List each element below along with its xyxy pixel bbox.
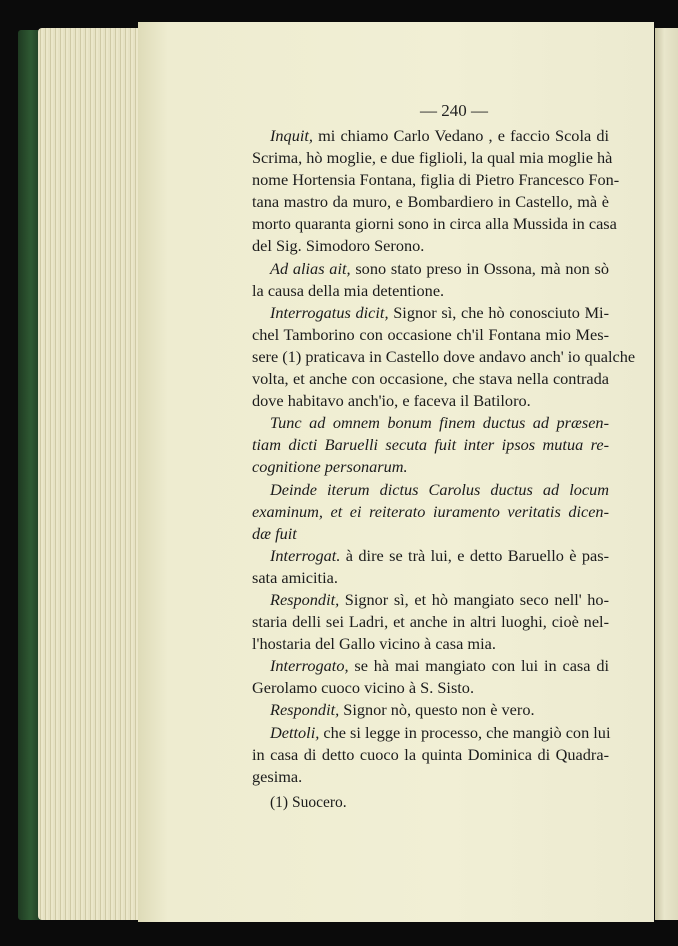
italic-lead: Inquit, (270, 126, 313, 145)
line-text: Scrima, hò moglie, e due figlioli, la qual mia moglie hà (252, 148, 613, 168)
italic-lead: Interrogatus dicit, (270, 302, 389, 322)
text-line (252, 324, 609, 346)
line-text: del Sig. Simodoro Serono. (252, 236, 425, 256)
page-number: — 240 — (420, 101, 488, 120)
line-text: dove habitavo anch'io, e faceva il Batiloro. (252, 391, 531, 411)
italic-lead: Interrogato, (270, 656, 349, 676)
text-line (252, 722, 609, 744)
italic-lead: dæ fuit (252, 523, 297, 543)
text-line (252, 346, 636, 368)
text-line (252, 655, 609, 677)
footnote: (1) Suocero. (270, 794, 347, 811)
body-text (252, 125, 636, 788)
text-line (252, 744, 609, 766)
italic-lead: Ad alias ait, (270, 258, 351, 278)
facing-page-edge (655, 28, 678, 920)
line-text: l'hostaria del Gallo vicino à casa mia. (252, 634, 496, 654)
line-text: chel Tamborino con occasione ch'il Fontana mio Mes- (252, 324, 609, 344)
italic-lead: examinum, et ei reiterato iuramento veritatis dicen- (252, 501, 609, 521)
line-text: se hà mai mangiato con lui in casa di (348, 656, 609, 676)
italic-lead: Interrogat. (270, 545, 341, 565)
text-line (252, 147, 613, 169)
italic-lead: Dettoli, (270, 722, 320, 742)
text-line (252, 456, 609, 478)
line-text: che si legge in processo, che mangiò con lui (319, 722, 611, 742)
text-line (252, 766, 609, 788)
italic-lead: tiam dicti Baruelli secuta fuit inter ipsos mutua re- (252, 435, 609, 455)
text-line (252, 390, 609, 412)
italic-lead: Tunc ad omnem bonum finem ductus ad præsen- (270, 413, 609, 433)
text-line (252, 434, 609, 456)
line-text: Signor sì, et hò mangiato seco nell' ho- (339, 589, 609, 609)
line-text: la causa della mia detentione. (252, 280, 445, 300)
text-line (252, 567, 609, 589)
line-text: sata amicitia. (252, 567, 338, 587)
italic-lead: Deinde iterum dictus Carolus ductus ad locum (270, 479, 609, 499)
text-line (252, 699, 609, 721)
page-edges (38, 28, 142, 920)
line-text: mi chiamo Carlo Vedano , e faccio Scola di (312, 126, 609, 145)
text-line (252, 501, 609, 523)
text-line (252, 258, 609, 280)
line-text: sono stato preso in Ossona, mà non sò (350, 258, 609, 278)
line-text: Gerolamo cuoco vicino à S. Sisto. (252, 678, 475, 698)
line-text: sere (1) praticava in Castello dove andavo anch' io qualche (252, 346, 636, 366)
line-text: nome Hortensia Fontana, figlia di Pietro Francesco Fon- (252, 170, 620, 190)
italic-lead: cognitione personarum. (252, 457, 408, 477)
text-line (252, 368, 609, 390)
line-text: volta, et anche con occasione, che stava nella contrada (252, 369, 609, 389)
text-line (252, 545, 609, 567)
text-line (252, 280, 609, 302)
line-text: gesima. (252, 766, 303, 786)
text-line (252, 633, 609, 655)
text-line (252, 677, 609, 699)
text-line (252, 479, 609, 501)
text-line (252, 213, 617, 235)
line-text: in casa di detto cuoco la quinta Dominica di Quadra- (252, 744, 609, 764)
line-text: staria delli sei Ladri, et anche in altri luoghi, cioè nel- (252, 612, 609, 632)
text-line (252, 523, 609, 545)
text-line (252, 169, 620, 191)
italic-lead: Respondit, (270, 589, 340, 609)
text-line (252, 589, 609, 611)
line-text: morto quaranta giorni sono in circa alla Mussida in casa (252, 214, 617, 234)
text-line (252, 235, 609, 257)
italic-lead: Respondit, (270, 700, 340, 720)
line-text: Signor nò, questo non è vero. (339, 700, 535, 720)
text-line (252, 302, 609, 324)
text-line (252, 191, 609, 213)
text-line (252, 611, 609, 633)
line-text: Signor sì, che hò conosciuto Mi- (388, 302, 609, 322)
text-line (252, 412, 609, 434)
text-line (252, 125, 609, 147)
line-text: tana mastro da muro, e Bombardiero in Castello, mà è (252, 192, 609, 212)
line-text: à dire se trà lui, e detto Baruello è pas- (340, 545, 609, 565)
